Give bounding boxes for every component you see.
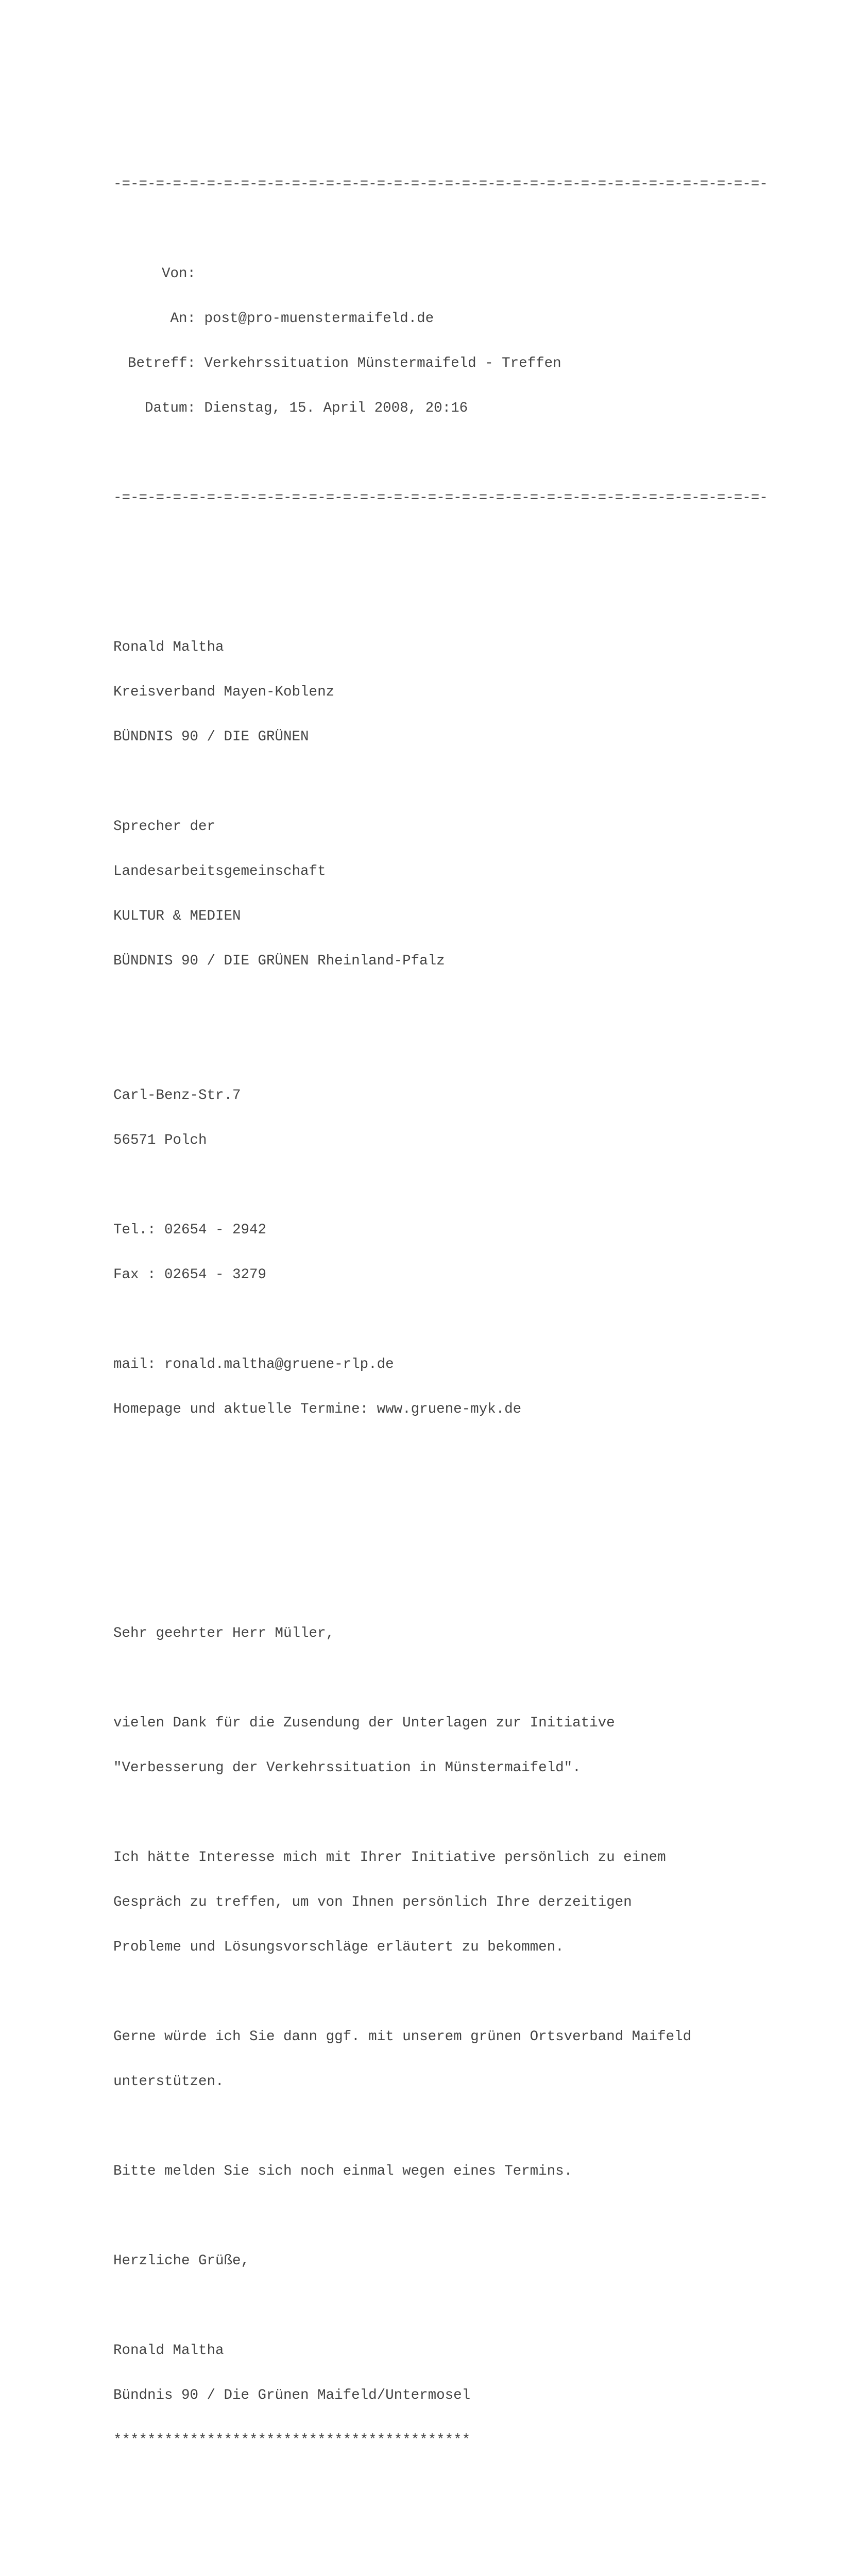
paragraph-4: Bitte melden Sie sich noch einmal wegen eines Termins. [113, 2163, 573, 2179]
sender-role-line-4: BÜNDNIS 90 / DIE GRÜNEN Rheinland-Pfalz [113, 953, 445, 969]
sender-homepage: Homepage und aktuelle Termine: www.gruene-myk.de [113, 1401, 522, 1417]
signature-stars: ****************************************** [113, 2432, 471, 2448]
sender-role-line-1: Sprecher der [113, 819, 216, 835]
email-body [113, 1596, 762, 2478]
sender-street: Carl-Benz-Str.7 [113, 1088, 241, 1104]
subject-value: Verkehrssituation Münstermaifeld - Treffen [204, 355, 561, 371]
to-value: post@pro-muenstermaifeld.de [204, 311, 434, 327]
closing: Herzliche Grüße, [113, 2253, 250, 2269]
sender-mail: mail: ronald.maltha@gruene-rlp.de [113, 1357, 394, 1372]
signature-name: Ronald Maltha [113, 2343, 224, 2359]
paragraph-1-line-1: vielen Dank für die Zusendung der Unterlagen zur Initiative [113, 1715, 615, 1731]
paragraph-1-line-2: "Verbesserung der Verkehrssituation in Münstermaifeld". [113, 1760, 581, 1776]
signature-org: Bündnis 90 / Die Grünen Maifeld/Untermosel [113, 2387, 471, 2403]
sender-role-line-3: KULTUR & MEDIEN [113, 908, 241, 924]
paragraph-2-line-2: Gespräch zu treffen, um von Ihnen persönlich Ihre derzeitigen [113, 1894, 632, 1910]
sender-fax: Fax : 02654 - 3279 [113, 1267, 267, 1283]
sender-party: BÜNDNIS 90 / DIE GRÜNEN [113, 729, 309, 745]
header-to-row [113, 311, 762, 326]
email-printout [113, 132, 768, 2576]
from-label: Von: [161, 266, 196, 282]
paragraph-3-line-1: Gerne würde ich Sie dann ggf. mit unserem grünen Ortsverband Maifeld [113, 2029, 692, 2045]
paragraph-3-line-2: unterstützen. [113, 2074, 224, 2090]
date-value: Dienstag, 15. April 2008, 20:16 [204, 400, 468, 416]
email-header [113, 236, 762, 446]
header-date-row [113, 401, 762, 416]
paragraph-2-line-1: Ich hätte Interesse mich mit Ihrer Initiative persönlich zu einem [113, 1850, 666, 1866]
separator-top: -=-=-=-=-=-=-=-=-=-=-=-=-=-=-=-=-=-=-=-=-=-=-=-=-=-=-=-=-=-=-=-=-=-=-=-=-=-=- [113, 176, 768, 192]
greeting: Sehr geehrter Herr Müller, [113, 1625, 335, 1641]
subject-label: Betreff: [127, 355, 196, 371]
separator-header-end: -=-=-=-=-=-=-=-=-=-=-=-=-=-=-=-=-=-=-=-=-=-=-=-=-=-=-=-=-=-=-=-=-=-=-=-=-=-=- [113, 490, 768, 506]
sender-block [113, 610, 762, 1447]
sender-name: Ronald Maltha [113, 639, 224, 655]
date-label: Datum: [144, 400, 196, 416]
paragraph-2-line-3: Probleme und Lösungsvorschläge erläutert zu bekommen. [113, 1939, 564, 1955]
to-label: An: [170, 311, 196, 327]
sender-role-line-2: Landesarbeitsgemeinschaft [113, 863, 326, 879]
sender-org: Kreisverband Mayen-Koblenz [113, 684, 335, 700]
sender-tel: Tel.: 02654 - 2942 [113, 1222, 267, 1238]
header-subject-row [113, 356, 762, 371]
sender-city: 56571 Polch [113, 1132, 207, 1148]
header-from-row [113, 266, 762, 281]
